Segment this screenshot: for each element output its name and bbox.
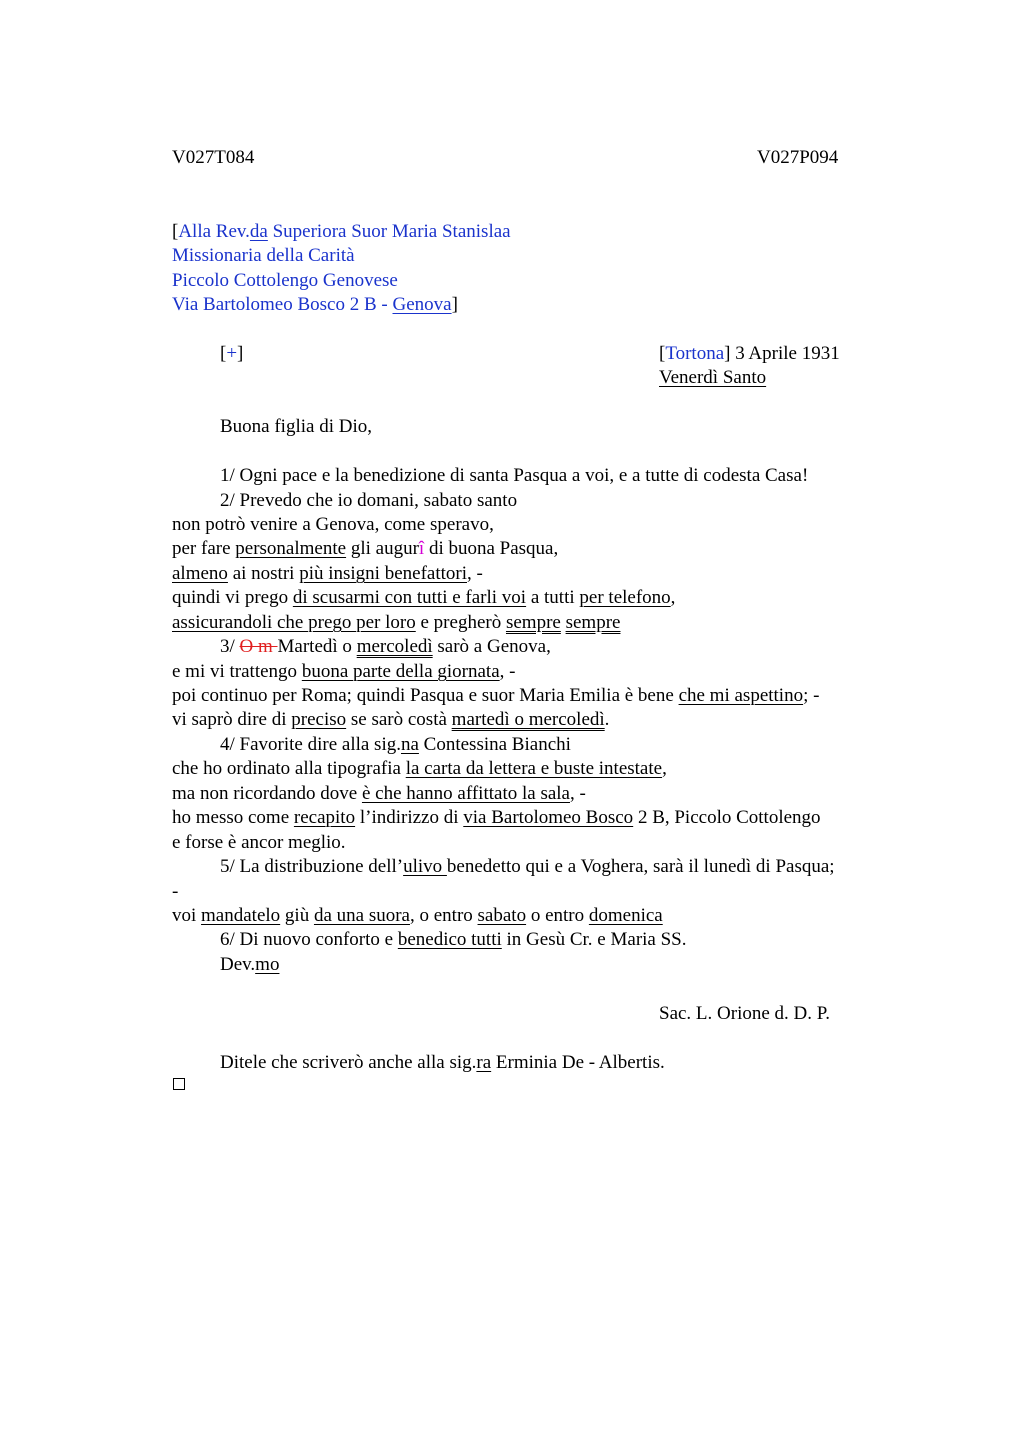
body-line: 6/ Di nuovo conforto e benedico tutti in Gesù Cr. e Maria SS.: [220, 929, 687, 950]
liturgical-day: Venerdì Santo: [659, 367, 767, 388]
body-line: ho messo come recapito l’indirizzo di via Bartolomeo Bosco 2 B, Piccolo Cottolengo: [172, 807, 821, 828]
cross-mark: [+]: [220, 343, 244, 364]
signature: Sac. L. Orione d. D. P.: [659, 1003, 830, 1024]
struck-text: O m: [239, 636, 278, 657]
document-code-right: V027P094: [757, 147, 839, 168]
body-line: non potrò venire a Genova, come speravo,: [172, 514, 494, 535]
postscript: Ditele che scriverò anche alla sig.ra Erminia De - Albertis.: [220, 1052, 665, 1073]
address-line-4: Via Bartolomeo Bosco 2 B - Genova]: [172, 294, 458, 315]
body-line: 1/ Ogni pace e la benedizione di santa Pasqua a voi, e a tutte di codesta Casa!: [220, 465, 809, 486]
body-line: ma non ricordando dove è che hanno affittato la sala, -: [172, 783, 586, 804]
body-line: 3/ O m Martedì o mercoledì sarò a Genova,: [220, 636, 551, 657]
body-line: che ho ordinato alla tipografia la carta da lettera e buste intestate,: [172, 758, 667, 779]
closing: Dev.mo: [220, 954, 280, 975]
body-line: 5/ La distribuzione dell’ulivo benedetto qui e a Voghera, sarà il lunedì di Pasqua;: [220, 856, 835, 877]
body-line: 2/ Prevedo che io domani, sabato santo: [220, 490, 518, 511]
body-line: quindi vi prego di scusarmi con tutti e farli voi a tutti per telefono,: [172, 587, 676, 608]
body-line: 4/ Favorite dire alla sig.na Contessina Bianchi: [220, 734, 571, 755]
body-line: poi continuo per Roma; quindi Pasqua e suor Maria Emilia è bene che mi aspettino; -: [172, 685, 820, 706]
body-line: voi mandatelo giù da una suora, o entro sabato o entro domenica: [172, 905, 663, 926]
body-line: per fare personalmente gli augurî di buona Pasqua,: [172, 538, 559, 559]
body-line: vi saprò dire di preciso se sarò costà martedì o mercoledì.: [172, 709, 610, 730]
body-line: almeno ai nostri più insigni benefattori, -: [172, 563, 483, 584]
body-line: -: [172, 881, 179, 902]
body-line: e mi vi trattengo buona parte della giornata, -: [172, 661, 516, 682]
address-line-1: [Alla Rev.da Superiora Suor Maria Stanislaa: [172, 221, 511, 242]
address-line-2: Missionaria della Carità: [172, 245, 355, 266]
salutation: Buona figlia di Dio,: [220, 416, 372, 437]
body-line: e forse è ancor meglio.: [172, 832, 346, 853]
end-square-icon: [173, 1078, 185, 1090]
document-code-left: V027T084: [172, 147, 255, 168]
address-line-3: Piccolo Cottolengo Genovese: [172, 270, 398, 291]
body-line: assicurandoli che prego per loro e pregherò sempre sempre: [172, 612, 621, 633]
place-date: [Tortona] 3 Aprile 1931: [659, 343, 840, 364]
